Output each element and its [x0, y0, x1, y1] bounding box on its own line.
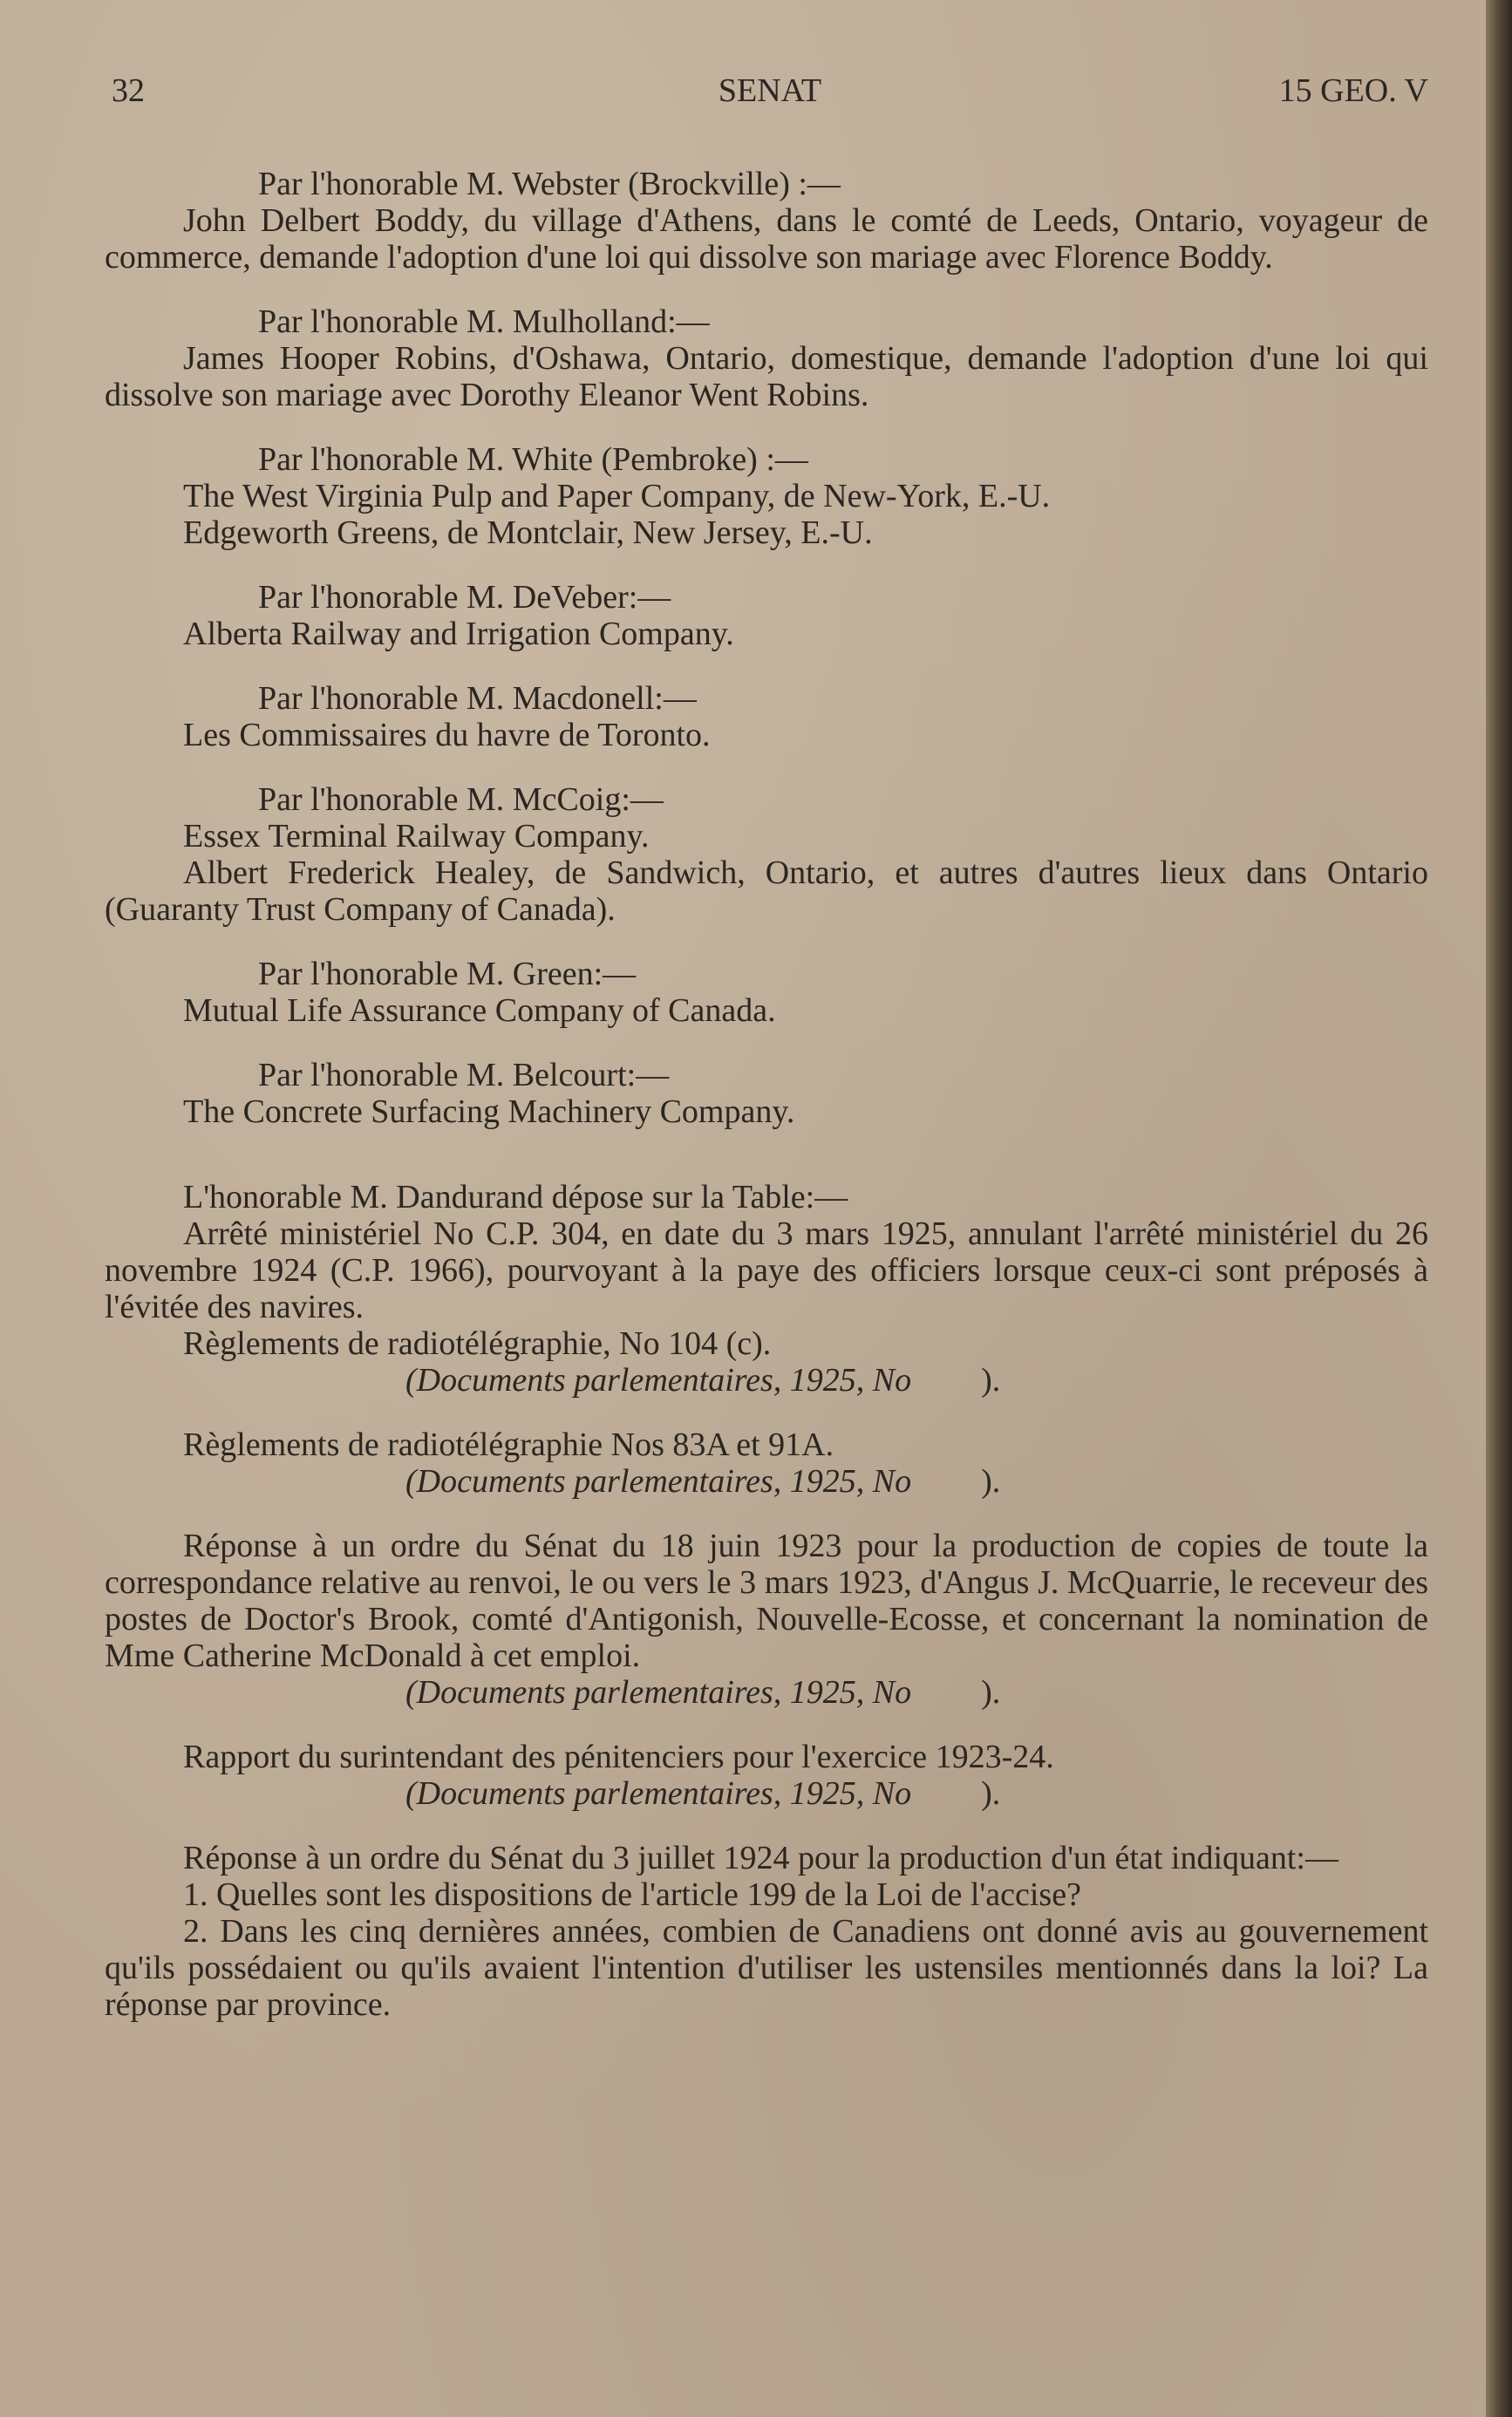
- petition-heading-macdonell: Par l'honorable M. Macdonell:—: [258, 680, 697, 717]
- petition-heading-belcourt: Par l'honorable M. Belcourt:—: [258, 1057, 670, 1093]
- petition-line-green: Mutual Life Assurance Company of Canada.: [183, 992, 776, 1029]
- sessional-paper-reference: [105, 1463, 1428, 1500]
- sessional-paper-label: (Documents parlementaires, 1925, No: [405, 1463, 912, 1500]
- sessional-paper-label: (Documents parlementaires, 1925, No: [405, 1674, 912, 1711]
- petition-heading-deveber: Par l'honorable M. DeVeber:—: [258, 579, 671, 616]
- petition-line-white-2: Edgeworth Greens, de Montclair, New Jersey, E.-U.: [183, 514, 873, 551]
- page-number: 32: [112, 72, 145, 109]
- tabling-text-order-in-council: Arrêté ministériel No C.P. 304, en date du 3 mars 1925, annulant l'arrêté ministériel du 26 novembre 1924 (C.P. 1966), pourvoyant à la paye des officiers lorsque ceux-ci sont préposés à l'évitée des navires.: [105, 1215, 1428, 1325]
- tabling-text-return-mcquarrie: Réponse à un ordre du Sénat du 18 juin 1923 pour la production de copies de toute la correspondance relative au renvoi, le ou vers le 3 mars 1923, d'Angus J. McQuarrie, le receveur des postes de Doctor's Brook, comté d'Antigonish, Nouvelle-Ecosse, et concernant la nomination de Mme Catherine McDonald à cet emploi.: [105, 1528, 1428, 1674]
- tabling-text-regulations-104: Règlements de radiotélégraphie, No 104 (c).: [183, 1325, 772, 1362]
- petition-text-mccoig: Albert Frederick Healey, de Sandwich, Ontario, et autres d'autres lieux dans Ontario (Guaranty Trust Company of Canada).: [105, 854, 1428, 928]
- sessional-paper-reference: [105, 1674, 1428, 1711]
- petition-heading-mccoig: Par l'honorable M. McCoig:—: [258, 781, 664, 818]
- session-label: 15 GEO. V: [1278, 72, 1428, 109]
- excise-question-2: 2. Dans les cinq dernières années, combien de Canadiens ont donné avis au gouvernement qu'ils possédaient ou qu'ils avaient l'intention d'utiliser les ustensiles mentionnés dans la loi? La réponse par province.: [105, 1913, 1428, 2023]
- sessional-paper-label: (Documents parlementaires, 1925, No: [405, 1775, 912, 1812]
- petition-heading-mulholland: Par l'honorable M. Mulholland:—: [258, 303, 710, 340]
- sessional-paper-label: (Documents parlementaires, 1925, No: [405, 1362, 912, 1399]
- petition-heading-webster: Par l'honorable M. Webster (Brockville) :—: [258, 166, 841, 202]
- petition-heading-green: Par l'honorable M. Green:—: [258, 956, 637, 992]
- tabling-text-regulations-83a: Règlements de radiotélégraphie Nos 83A et 91A.: [183, 1426, 834, 1463]
- sessional-paper-close: ).: [981, 1362, 1001, 1399]
- sessional-paper-close: ).: [981, 1463, 1001, 1500]
- petition-line-belcourt: The Concrete Surfacing Machinery Company.: [183, 1093, 795, 1130]
- excise-question-1: 1. Quelles sont les dispositions de l'article 199 de la Loi de l'accise?: [183, 1876, 1081, 1913]
- petition-line-macdonell: Les Commissaires du havre de Toronto.: [183, 717, 711, 753]
- sessional-paper-close: ).: [981, 1775, 1001, 1812]
- sessional-paper-close: ).: [981, 1674, 1001, 1711]
- petition-text-mulholland: James Hooper Robins, d'Oshawa, Ontario, domestique, demande l'adoption d'une loi qui dissolve son mariage avec Dorothy Eleanor Went Robins.: [105, 340, 1428, 413]
- petition-line-white-1: The West Virginia Pulp and Paper Company, de New-York, E.-U.: [183, 478, 1051, 514]
- tabling-text-penitentiaries-report: Rapport du surintendant des pénitenciers pour l'exercice 1923-24.: [183, 1739, 1054, 1775]
- petition-text-webster: John Delbert Boddy, du village d'Athens, dans le comté de Leeds, Ontario, voyageur de commerce, demande l'adoption d'une loi qui dissolve son mariage avec Florence Boddy.: [105, 202, 1428, 276]
- tabling-heading-dandurand: L'honorable M. Dandurand dépose sur la Table:—: [183, 1179, 848, 1215]
- sessional-paper-reference: [105, 1362, 1428, 1399]
- petition-line-deveber: Alberta Railway and Irrigation Company.: [183, 616, 734, 652]
- page-body: [105, 166, 1428, 2023]
- petition-heading-white: Par l'honorable M. White (Pembroke) :—: [258, 441, 808, 478]
- sessional-paper-reference: [105, 1775, 1428, 1812]
- tabling-text-return-excise: Réponse à un ordre du Sénat du 3 juillet 1924 pour la production d'un état indiquant:—: [183, 1840, 1338, 1876]
- book-spine-edge: [1486, 0, 1512, 2417]
- running-title: SENAT: [718, 72, 822, 109]
- page-header: [112, 71, 1428, 115]
- petition-line-mccoig: Essex Terminal Railway Company.: [183, 818, 650, 854]
